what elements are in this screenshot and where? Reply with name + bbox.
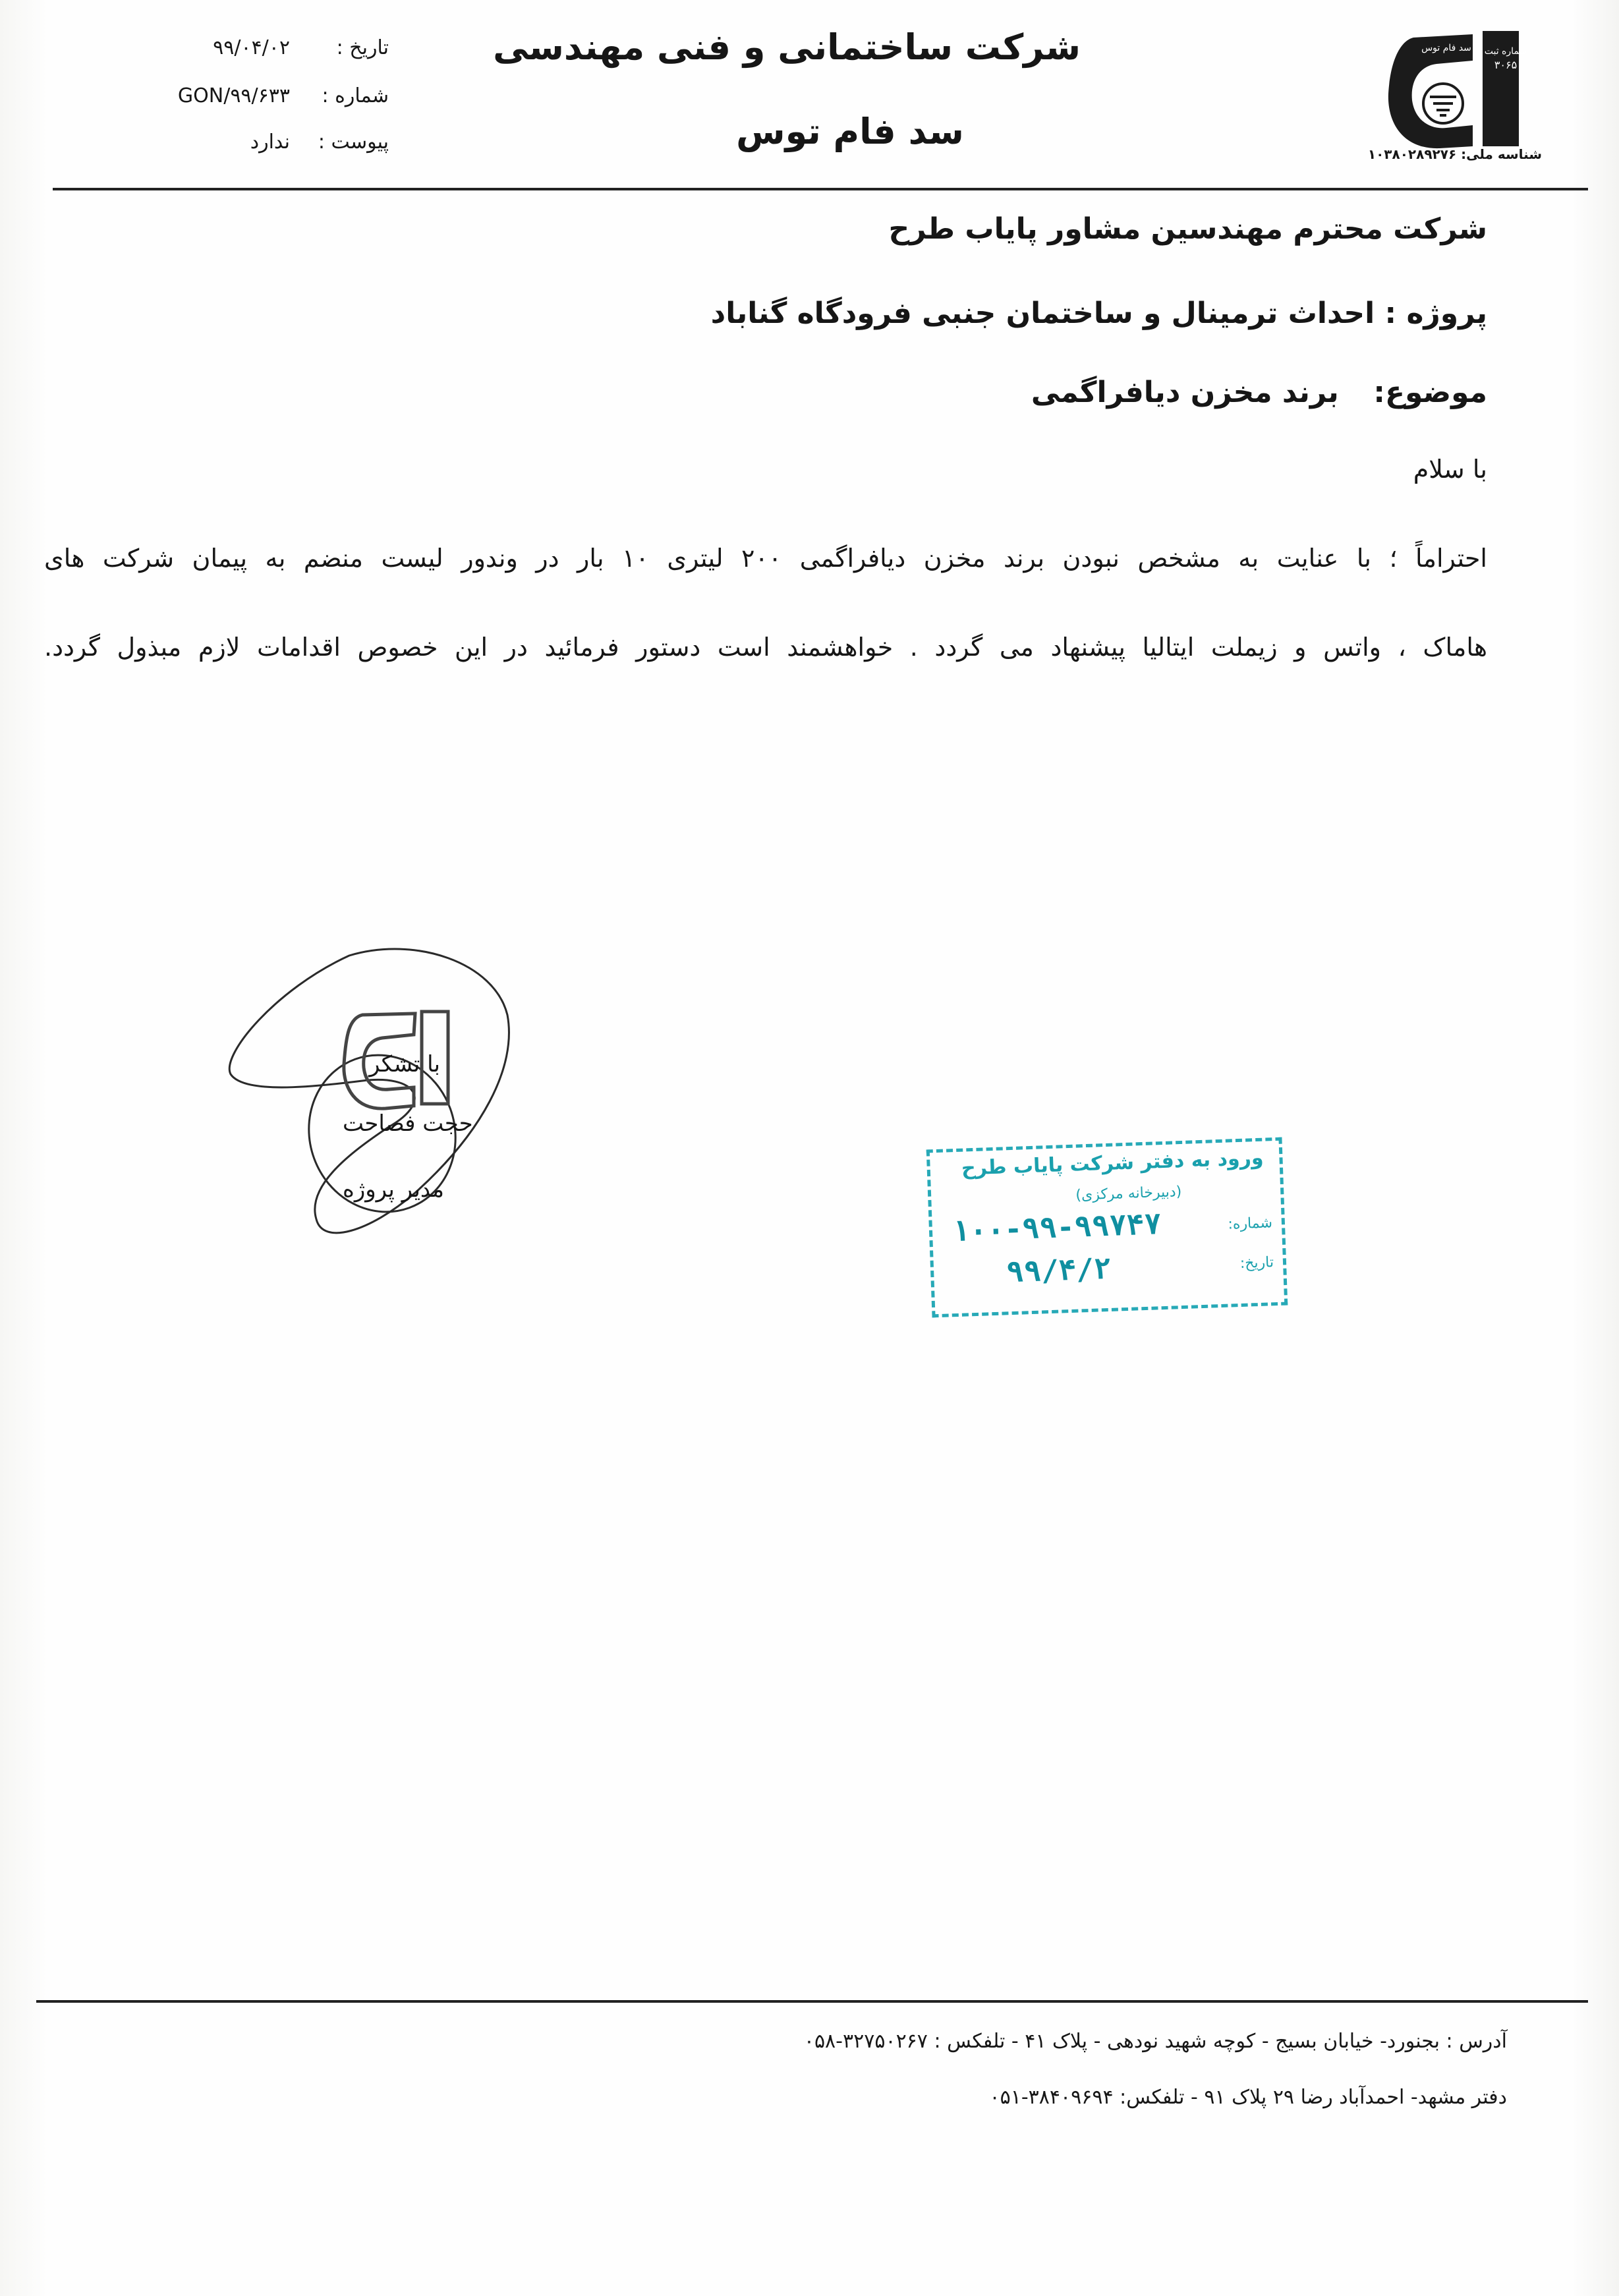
attachment-label: پیوست :: [318, 130, 389, 154]
salutation: با سلام: [1413, 455, 1487, 484]
subject-label: موضوع:: [1373, 376, 1487, 409]
header-divider: [53, 188, 1588, 190]
logo-reg-label: شماره ثبت: [1484, 46, 1527, 57]
date-value: ۹۹/۰۴/۰۲: [213, 36, 290, 59]
recipient: شرکت محترم مهندسین مشاور پایاب طرح: [888, 212, 1487, 246]
signer-title: مدیر پروژه: [343, 1176, 444, 1203]
subject-text: برند مخزن دیافراگمی: [1031, 376, 1339, 409]
stamp-number-value: ۱۰۰-۹۹-۹۹۷۴۷: [952, 1207, 1162, 1249]
signer-name: حجت فصاحت: [343, 1110, 473, 1137]
body-paragraph-line-1: احتراماً ؛ با عنایت به مشخص نبودن برند مخزن دیافراگمی ۲۰۰ لیتری ۱۰ بار در وندور لیست منضم به پیمان شرکت های: [44, 544, 1487, 573]
stamp-date-value: ۹۹/۴/۲: [1006, 1251, 1112, 1290]
company-logo: [1374, 14, 1539, 153]
stamp-subtitle: (دبیرخانه مرکزی): [1075, 1184, 1182, 1204]
logo-name: سد فام توس: [1421, 43, 1471, 53]
number-label: شماره :: [322, 84, 389, 107]
stamp-title: ورود به دفتر شرکت پایاب طرح: [961, 1146, 1264, 1180]
body-paragraph-line-2: هاماک ، واتس و زیملت ایتالیا پیشنهاد می گردد . خواهشمند است دستور فرمائید در این خصوص اقدامات لازم مبذول گردد.: [44, 633, 1487, 662]
date-label: تاریخ :: [336, 36, 389, 59]
received-stamp: [926, 1137, 1288, 1318]
date-meta: [152, 36, 389, 68]
company-seal-stamp: [217, 936, 534, 1265]
number-meta: [152, 84, 389, 116]
attachment-meta: [152, 130, 389, 162]
national-id: شناسه ملی: ۱۰۳۸۰۲۸۹۲۷۶: [1367, 146, 1542, 162]
footer-divider: [36, 2000, 1588, 2003]
company-name-line1: شرکت ساختمانی و فنی مهندسی: [493, 26, 1081, 68]
company-logo-icon: [1374, 14, 1539, 153]
company-name-line2: سد فام توس: [736, 111, 964, 152]
closing-text: با تشکر: [369, 1051, 440, 1077]
logo-reg-number: ۳۰۶۵: [1494, 59, 1518, 71]
attachment-value: ندارد: [250, 130, 290, 154]
footer-office: دفتر مشهد- احمدآباد رضا ۲۹ پلاک ۹۱ - تلفکس: ۳۸۴۰۹۶۹۴-۰۵۱: [989, 2086, 1507, 2109]
project-line: پروژه : احداث ترمینال و ساختمان جنبی فرودگاه گناباد: [710, 297, 1487, 330]
number-value: GON/۹۹/۶۳۳: [177, 84, 290, 107]
footer-address: آدرس : بجنورد- خیابان بسیج - کوچه شهید نودهی - پلاک ۴۱ - تلفکس : ۳۲۷۵۰۲۶۷-۰۵۸: [803, 2030, 1507, 2053]
subject-line: [1031, 376, 1487, 409]
stamp-date-label: تاریخ:: [1239, 1254, 1274, 1272]
stamp-number-label: شماره:: [1228, 1215, 1273, 1233]
